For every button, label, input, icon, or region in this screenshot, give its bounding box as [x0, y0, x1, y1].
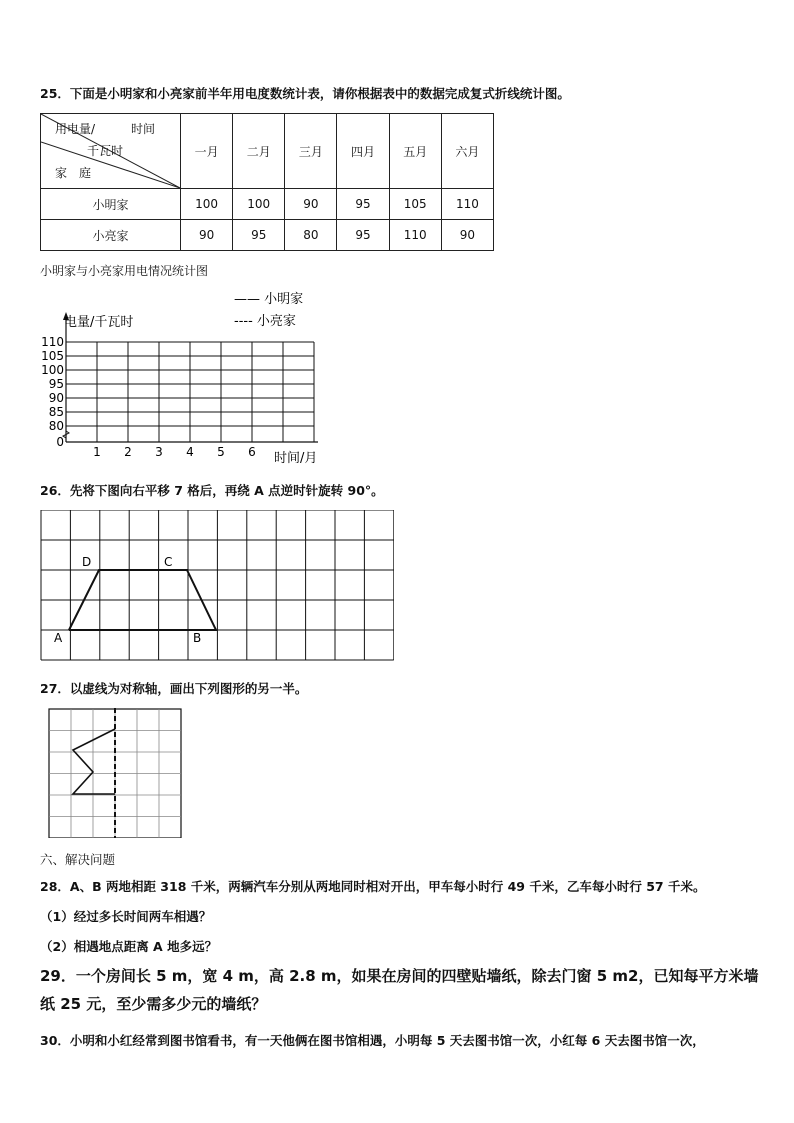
q27-text: 27．以虚线为对称轴，画出下列图形的另一半。 [40, 681, 308, 696]
header-unit: 千瓦时 [87, 144, 124, 158]
q29-line2: 纸 25 元，至少需多少元的墙纸？ [40, 995, 267, 1013]
y-tick-label: 80 [48, 419, 64, 433]
x-axis-label: 时间/月 [274, 451, 318, 466]
usage-table [40, 113, 494, 251]
table-cell: 95 [337, 220, 389, 251]
symmetry-grid [48, 708, 182, 838]
grid-26-lines [41, 510, 394, 660]
month-4: 四月 [337, 114, 389, 189]
table-cell: 90 [441, 220, 493, 251]
y-tick-label: 85 [48, 405, 64, 419]
month-3: 三月 [285, 114, 337, 189]
table-cell: 95 [233, 220, 285, 251]
half-shape [73, 729, 115, 794]
x-tick-label: 4 [186, 445, 194, 459]
q28-sub1: （1）经过多长时间两车相遇？ [40, 909, 212, 924]
table-cell: 105 [389, 189, 441, 220]
q29-line1: 29．一个房间长 5 m，宽 4 m，高 2.8 m，如果在房间的四壁贴墙纸，除去门窗 5 m2，已知每平方米墙 [40, 967, 759, 985]
y-tick-label: 110 [41, 335, 64, 349]
table-cell: 80 [285, 220, 337, 251]
table-cell: 100 [233, 189, 285, 220]
x-tick-label: 2 [124, 445, 132, 459]
month-2: 二月 [233, 114, 285, 189]
label-B: B [193, 631, 202, 645]
translation-grid [40, 510, 394, 662]
row-family-xiaoliang: 小亮家 [41, 220, 181, 251]
table-cell: 100 [181, 189, 233, 220]
legend-solid: —— 小明家 [234, 292, 304, 307]
y-axis-label: 电量/千瓦时 [64, 315, 134, 330]
label-A: A [54, 631, 63, 645]
table-diagonal-header [41, 114, 181, 189]
label-D: D [82, 555, 92, 569]
q26-text: 26．先将下图向右平移 7 格后，再绕 A 点逆时针旋转 90°。 [40, 483, 384, 498]
x-tick-label: 6 [248, 445, 256, 459]
x-tick-label: 5 [217, 445, 225, 459]
x-tick-label: 1 [93, 445, 101, 459]
legend-dashed: ---- 小亮家 [234, 314, 296, 329]
table-cell: 110 [441, 189, 493, 220]
month-5: 五月 [389, 114, 441, 189]
line-chart [36, 286, 346, 472]
y-tick-label: 95 [48, 377, 64, 391]
table-cell: 90 [181, 220, 233, 251]
label-C: C [164, 555, 173, 569]
table-cell: 90 [285, 189, 337, 220]
chart-title: 小明家与小亮家用电情况统计图 [40, 264, 209, 278]
table-cell: 110 [389, 220, 441, 251]
row-family-xiaoming: 小明家 [41, 189, 181, 220]
q30-text: 30．小明和小红经常到图书馆看书，有一天他俩在图书馆相遇，小明每 5 天去图书馆一次，小红每 6 天去图书馆一次， [40, 1033, 705, 1048]
y-tick-label: 0 [56, 435, 64, 449]
header-time: 时间 [131, 122, 156, 136]
chart-grid [63, 312, 318, 442]
header-family: 家 庭 [55, 166, 92, 180]
q25-text: 25．下面是小明家和小亮家前半年用电度数统计表，请你根据表中的数据完成复式折线统计图。 [40, 86, 570, 101]
y-tick-label: 105 [41, 349, 64, 363]
month-1: 一月 [181, 114, 233, 189]
chart-labels [41, 335, 256, 459]
y-tick-label: 90 [48, 391, 64, 405]
q28-text: 28．A、B 两地相距 318 千米，两辆汽车分别从两地同时相对开出，甲车每小时行 49 千米，乙车每小时行 57 千米。 [40, 879, 706, 894]
table-cell: 95 [337, 189, 389, 220]
section-6-title: 六、解决问题 [40, 852, 116, 867]
header-usage: 用电量/ [55, 122, 96, 136]
q28-sub2: （2）相遇地点距离 A 地多远？ [40, 939, 218, 954]
month-6: 六月 [441, 114, 493, 189]
x-tick-label: 3 [155, 445, 163, 459]
y-tick-label: 100 [41, 363, 64, 377]
